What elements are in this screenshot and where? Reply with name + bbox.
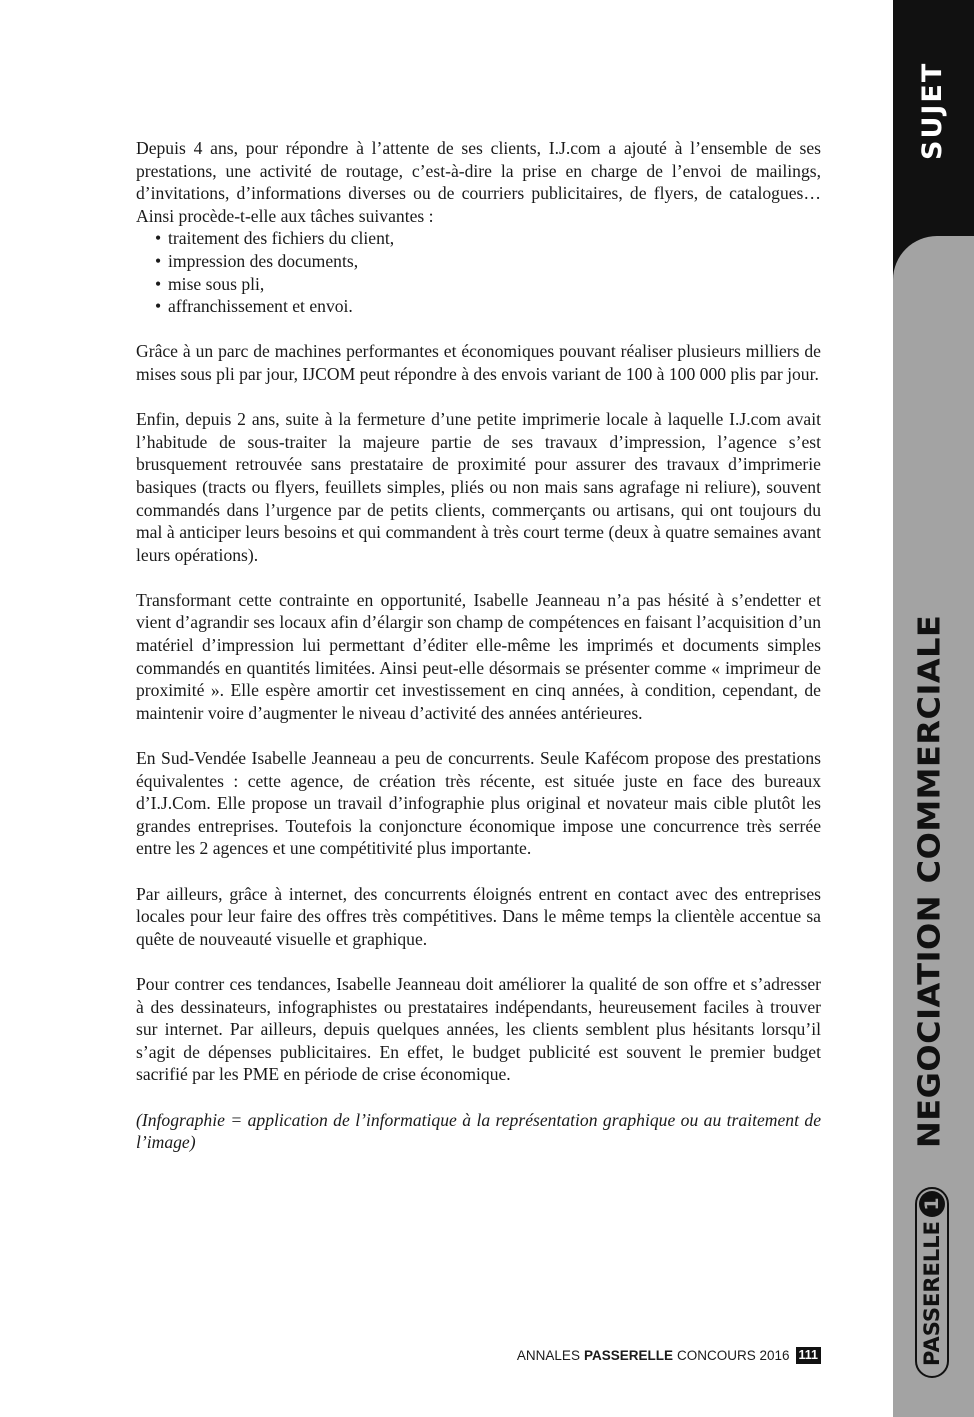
list-item: • mise sous pli, [155, 273, 821, 296]
list-item: • traitement des fichiers du client, [155, 227, 821, 250]
paragraph-routage: Depuis 4 ans, pour répondre à l’attente de ses clients, I.J.com a ajouté à l’ensemble de ses prestations, une activité de routage, c’est-à-dire la prise en charge de l’envoi de mailings, d’invitations, d’informations diverses ou de courriers publicitaires, de flyers, de catalogues… Ainsi procède-t-elle aux tâches suivantes : [136, 138, 821, 226]
section-label: SUJET [917, 61, 948, 160]
paragraph-machines: Grâce à un parc de machines performantes et économiques pouvant réaliser plusieurs milliers de mises sous pli par jour, IJCOM peut répondre à des envois variant de 100 à 100 000 plis par jour. [136, 341, 821, 384]
paragraph-tendances: Pour contrer ces tendances, Isabelle Jeanneau doit améliorer la qualité de son offre et s’adresser à des dessinateurs, infographistes ou prestataires indépendants, heureusement faciles à trouver sur internet. Par ailleurs, depuis quelques années, les clients semblent plus hésitants lorsqu’il s’agit de dépenses publicitaires. En effet, le budget publicité est souvent le premier budget sacrifié par les PME en période de crise économique. [136, 973, 821, 1085]
list-item: • affranchissement et envoi. [155, 295, 821, 318]
main-text [136, 137, 821, 1176]
task-list [136, 227, 821, 317]
paragraph-internet: Par ailleurs, grâce à internet, des concurrents éloignés entrent en contact avec des entreprises locales pour leur faire des offres très compétitives. Dans le même temps la clientèle accentue sa quête de nouveauté visuelle et graphique. [136, 883, 821, 949]
page-footer [360, 1345, 821, 1365]
paragraph-opportunite: Transformant cette contrainte en opportunité, Isabelle Jeanneau n’a pas hésité à s’endetter et vient d’agrandir ses locaux afin d’élargir son champ de compétences en faisant l’acquisition d’un matériel d’impression lui permettant d’éditer elle-même les imprimés et documents simples commandés en quantités limitées. Ainsi peut-elle désormais se présenter comme « imprimeur de proximité ». Elle espère amortir cet investissement en cinq années, à condition, cependant, de maintenir voire d’augmenter le niveau d’activité des années antérieures. [136, 589, 821, 723]
logo-number-badge: 1 [919, 1191, 945, 1217]
logo-word: PASSERELLE [920, 1221, 944, 1366]
page-number: 111 [796, 1347, 821, 1364]
subject-title: NEGOCIATION COMMERCIALE [911, 614, 948, 1148]
paragraph-concurrents: En Sud-Vendée Isabelle Jeanneau a peu de concurrents. Seule Kafécom propose des prestations équivalentes : cette agence, de création très récente, est située juste en face des bureaux d’I.J.Com. Elle propose un travail d’infographie plus original et novateur mais cible plutôt les grandes entreprises. Toutefois la conjoncture économique impose une concurrence très serrée entre les 2 agences et une compétitivité plus importante. [136, 748, 821, 859]
passerelle-logo [915, 1187, 949, 1378]
footer-annales: ANNALES [516, 1347, 580, 1363]
list-item: • impression des documents, [155, 250, 821, 273]
infographie-note: (Infographie = application de l’informatique à la représentation graphique ou au traitement de l’image) [136, 1109, 821, 1153]
footer-concours: CONCOURS 2016 [676, 1347, 790, 1363]
footer-passerelle: PASSERELLE [583, 1347, 673, 1363]
paragraph-imprimerie: Enfin, depuis 2 ans, suite à la fermeture d’une petite imprimerie locale à laquelle I.J.com avait l’habitude de sous-traiter la majeure partie de ses travaux d’impression, l’agence s’est brusquement retrouvée sans prestataire de proximité pour assurer des travaux d’imprimerie basiques (tracts ou flyers, feuillets simples, pliés ou non mais sans agrafage ni reliure), souvent commandés dans l’urgence par de petits clients, commerçants ou artisans, qui ont toujours du mal à anticiper leurs besoins et qui commandent à très court terme (deux à quatre semaines avant leurs opérations). [136, 409, 821, 565]
